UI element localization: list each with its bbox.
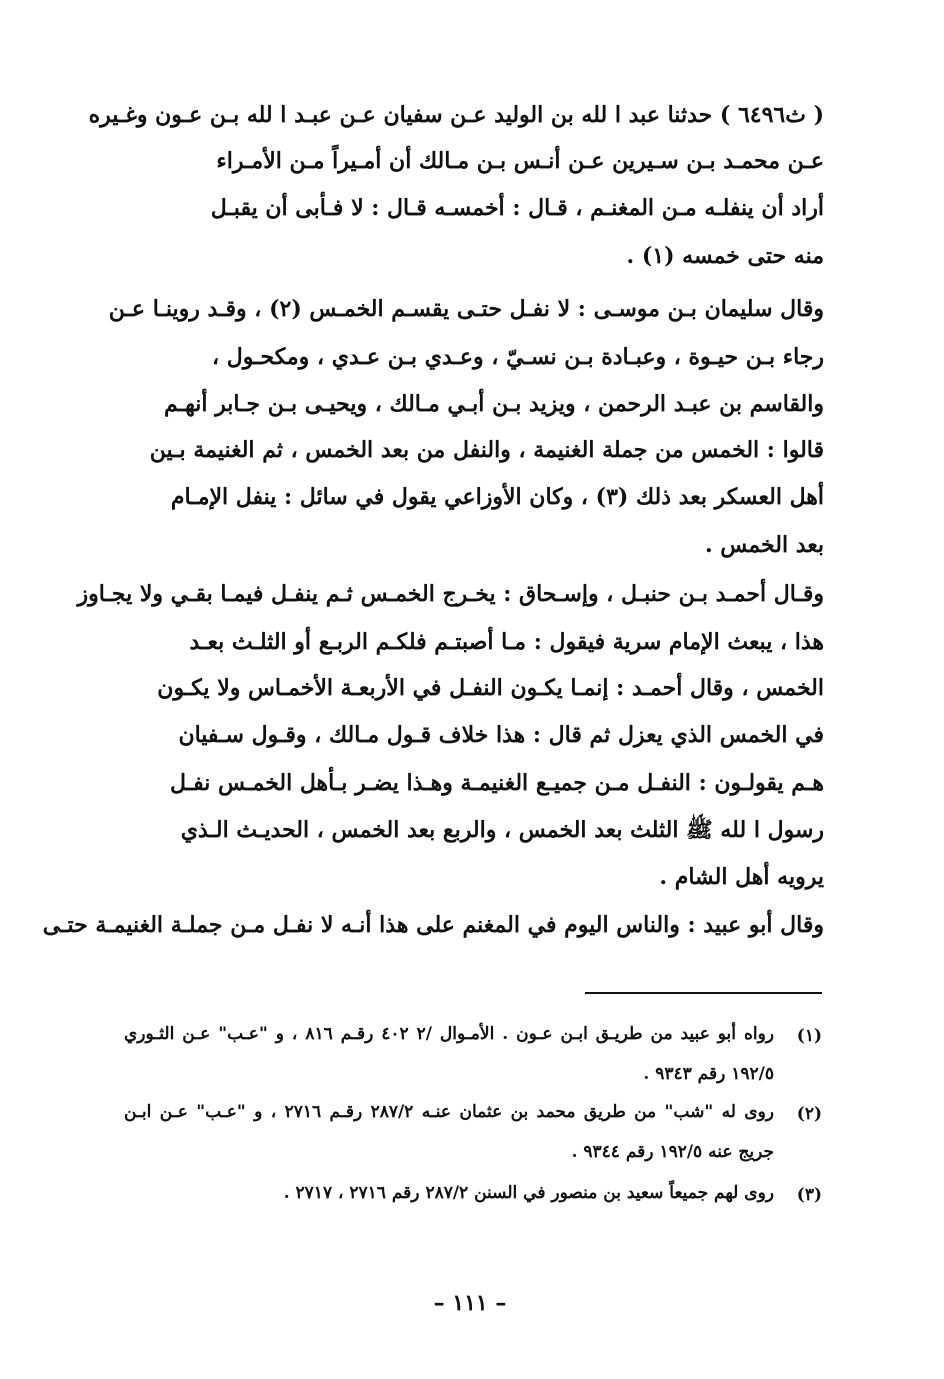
page-number: – ١١١ – xyxy=(433,1290,507,1316)
footnote-text: رواه أبو عبيد من طريـق ابـن عـون . الأمـوال /٢ ٤٠٢ رقـم ٨١٦ ، و "عـب" عـن الثـوري xyxy=(124,1024,775,1044)
footnote-text: جريج عنه ١٩٢/٥ رقم ٩٣٤٤ . xyxy=(571,1142,774,1162)
footnote-text: ١٩٢/٥ رقم ٩٣٤٣ . xyxy=(643,1064,774,1084)
body-line: في الخمس الذي يعزل ثم قال : هذا خلاف قـول مـالك ، وقـول سـفيان xyxy=(178,722,824,748)
footnote-number: (٢) xyxy=(796,1104,822,1124)
body-line: وقـال أحمـد بـن حنبـل ، وإسـحاق : يخـرج الخمـس ثـم ينفـل فيمـا بقـي ولا يجـاوز xyxy=(77,581,824,607)
body-line: يرويه أهل الشام . xyxy=(659,864,824,890)
body-line: هذا ، يبعث الإمام سرية فيقول : مـا أصبتـم فلكـم الربـع أو الثلـث بعـد xyxy=(189,629,824,655)
body-line: الخمس ، وقال أحمـد : إنمـا يكـون النفـل في الأربعـة الأخمـاس ولا يكـون xyxy=(157,675,824,701)
body-line: والقاسم بن عبـد الرحمن ، ويزيد بـن أبـي مـالك ، ويحيـى بـن جـابر أنهـم xyxy=(164,391,824,417)
footnote-number: (١) xyxy=(796,1026,822,1046)
footnote-text: روى له "شب" من طريق محمد بن عثمان عنـه ٢٨٧/٢ رقـم ٢٧١٦ ، و "عـب" عـن ابـن xyxy=(124,1102,774,1122)
body-line: بعد الخمس . xyxy=(704,532,824,558)
body-line: أراد أن ينفلـه مـن المغنـم ، قـال : أخمسـه قـال : لا فـأبى أن يقبـل xyxy=(210,195,824,221)
body-line: هـم يقولـون : النفـل مـن جميـع الغنيمـة وهـذا يضـر بـأهل الخمـس نفـل xyxy=(169,770,824,796)
footnote-separator xyxy=(585,992,822,994)
body-line: عـن محمـد بـن سـيرين عـن أنـس بـن مـالك أن أمـيراً مـن الأمـراء xyxy=(216,148,824,174)
body-line: رجاء بـن حيـوة ، وعبـادة بـن نسـيّ ، وعـدي بـن عـدي ، ومكحـول ، xyxy=(211,344,824,370)
body-line: وقال سليمان بـن موسـى : لا نفـل حتـى يقسـم الخمـس (٢) ، وقـد روينـا عـن xyxy=(108,296,824,322)
body-line: رسول ا لله ﷺ الثلث بعد الخمس ، والربع بعد الخمس ، الحديـث الـذي xyxy=(180,817,824,843)
body-line: أهل العسكر بعد ذلك (٣) ، وكان الأوزاعي يقول في سائل : ينفل الإمـام xyxy=(170,484,824,510)
body-line: وقال أبو عبيد : والناس اليوم في المغنم على هذا أنـه لا نفـل مـن جملـة الغنيمـة حتـى xyxy=(42,912,824,938)
footnote-text: روى لهم جميعاً سعيد بن منصور في السنن ٢٨٧/٢ رقم ٢٧١٦ ، ٢٧١٧ . xyxy=(283,1183,774,1203)
body-line: منه حتى خمسه (١) . xyxy=(626,243,824,269)
footnote-number: (٣) xyxy=(796,1185,822,1205)
body-line: ( ث٦٤٩٦ ) حدثنا عبد ا لله بن الوليد عـن سفيان عـن عبـد ا لله بـن عـون وغـيره xyxy=(88,102,824,128)
body-line: قالوا : الخمس من جملة الغنيمة ، والنفل من بعد الخمس ، ثم الغنيمة بـين xyxy=(149,437,824,463)
